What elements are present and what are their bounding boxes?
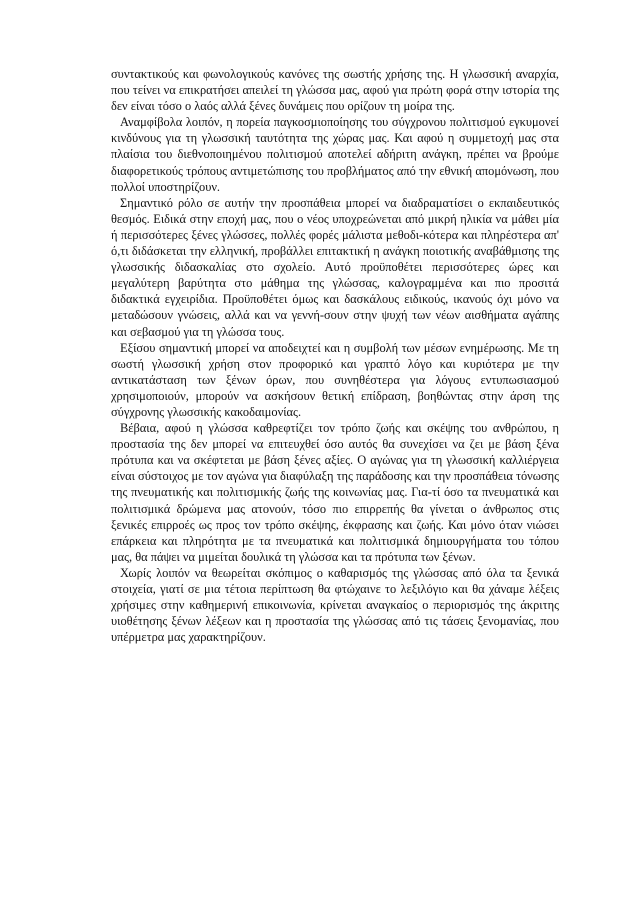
body-text: [111, 66, 559, 645]
paragraph-4: Εξίσου σημαντική μπορεί να αποδειχτεί και η συμβολή των μέσων ενημέρωσης. Με τη σωστή γλωσσική χρήση στον προφορικό και γραπτό λόγο και κυριότερα με την αντικατάσταση των ξένων όρων, που συνηθέστερα για λόγους εντυπωσιασμού χρησιμοποιούν, μπορούν να ασκήσουν θετική επίδραση, βοηθώντας στην άρση της σύγχρονης γλωσσικής κακοδαιμονίας.: [111, 340, 559, 419]
paragraph-3: Σημαντικό ρόλο σε αυτήν την προσπάθεια μπορεί να διαδραματίσει ο εκπαιδευτικός θεσμός. Ειδικά στην εποχή μας, που ο νέος υποχρεώνεται από μικρή ηλικία να μάθει μία ή περισσότερες ξένες γλώσσες, πολλές φορές μάλιστα μεθοδι-κότερα και πληρέστερα απ' ό,τι διδάσκεται την ελληνική, προβάλλει επιτακτική η ανάγκη ποιοτικής αναβάθμισης της γλωσσικής διδασκαλίας στο σχολείο. Αυτό προϋποθέτει περισσότερες ώρες και μεγαλύτερη βαρύτητα στο μάθημα της γλώσσας, καλογραμμένα και πιο προσιτά διδακτικά εγχειρίδια. Προϋποθέτει όμως και δασκάλους ειδικούς, ικανούς όχι μόνο να μεταδώσουν γνώσεις, αλλά και να γεννή-σουν στην ψυχή των νέων αισθήματα αγάπης και σεβασμού για τη γλώσσα τους.: [111, 195, 559, 339]
paragraph-2: Αναμφίβολα λοιπόν, η πορεία παγκοσμιοποίησης του σύγχρονου πολιτισμού εγκυμονεί κινδύνους για τη γλωσσική ταυτότητα της χώρας μας. Και αφού η συμμετοχή μας στα πλαίσια του διεθνοποιημένου πολιτισμού αποτελεί αδήριτη ανάγκη, πρέπει να βρούμε διαφορετικούς τρόπους αντιμετώπισης του προβλήματος από την εθνική απομόνωση, που πολλοί υποστηρίζουν.: [111, 115, 559, 194]
paragraph-6: Χωρίς λοιπόν να θεωρείται σκόπιμος ο καθαρισμός της γλώσσας από όλα τα ξενικά στοιχεία, γιατί σε μια τέτοια περίπτωση θα φτώχαινε το λεξιλόγιο και θα χάναμε λέξεις χρήσιμες στην καθημερινή επικοινωνία, κρίνεται αναγκαίος ο περιορισμός της άκριτης υιοθέτησης ξένων λέξεων και η προστασία της γλώσσας από τις τάσεις ξενομανίας, που υπέρμετρα μας χαρακτηρίζουν.: [111, 565, 559, 645]
paragraph-5: Βέβαια, αφού η γλώσσα καθρεφτίζει τον τρόπο ζωής και σκέψης του ανθρώπου, η προστασία της δεν μπορεί να επιτευχθεί όσο αυτός θα συνεχίσει να ζει με βάση ξένα πρότυπα και να σκέφτεται με βάση ξένες αξίες. Ο αγώνας για τη γλωσσική καλλιέργεια είναι σύστοιχος με τον αγώνα για διαφύλαξη της παράδοσης και την προσπάθεια τόνωσης της πνευματικής και πολιτισμικής ζωής της κοινωνίας μας. Για-τί όσο τα πνευματικά και πολιτισμικά δρώμενα μας ατονούν, τόσο πιο επιρρεπής θα γίνεται ο άνθρωπος στις ξενικές επιρροές ως προς τον τρόπο σκέψης, έκφρασης και ζωής. Και μόνο όταν νιώσει επάρκεια και πληρότητα με τα πνευματικά και πολιτισμικά δημιουργήματα του τόπου μας, θα πάψει να μιμείται δουλικά τη γλώσσα και τα πρότυπα των ξένων.: [111, 421, 559, 564]
paragraph-1: συντακτικούς και φωνολογικούς κανόνες της σωστής χρήσης της. Η γλωσσική αναρχία, που τείνει να επικρατήσει απειλεί τη γλώσσα μας, αφού για πρώτη φορά στην ιστορία της δεν είναι τόσο ο λαός αλλά ξένες δυνάμεις που ορίζουν τη μοίρα της.: [111, 67, 559, 114]
